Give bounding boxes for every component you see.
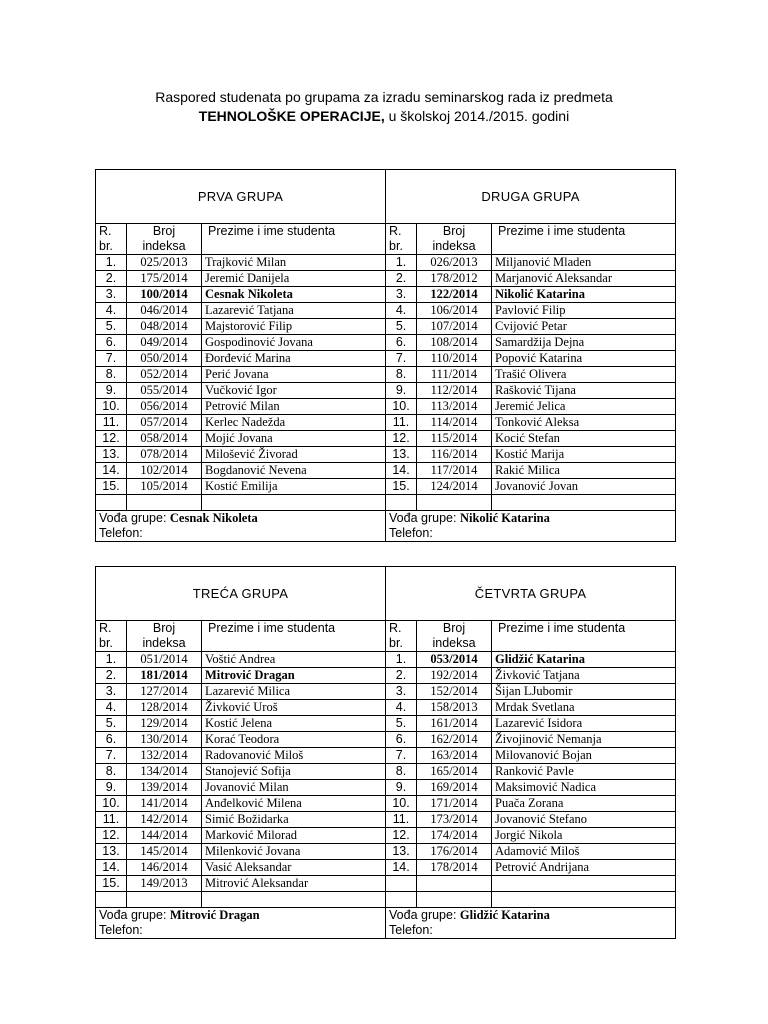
student-name: Petrović Andrijana: [492, 860, 676, 876]
table-row: [96, 652, 676, 668]
index-number: 161/2014: [417, 716, 492, 732]
row-number: 9.: [386, 780, 417, 796]
student-name: Lazarević Milica: [202, 684, 386, 700]
student-name: Vasić Aleksandar: [202, 860, 386, 876]
col-rbr-header: [96, 224, 127, 255]
row-number: 6.: [386, 732, 417, 748]
col-rbr-header: [96, 621, 127, 652]
empty-cell: [492, 892, 676, 908]
student-name: Radovanović Miloš: [202, 748, 386, 764]
row-number: 5.: [386, 716, 417, 732]
student-name: [492, 876, 676, 892]
index-number: 056/2014: [127, 399, 202, 415]
index-number: 048/2014: [127, 319, 202, 335]
index-number: 127/2014: [127, 684, 202, 700]
student-name: Mrdak Svetlana: [492, 700, 676, 716]
row-number: 15.: [96, 479, 127, 495]
group-leader-cell-left: [96, 908, 386, 939]
col-rbr-line2: br.: [99, 636, 113, 650]
row-number: 8.: [386, 764, 417, 780]
col-name-header: Prezime i ime studenta: [492, 224, 676, 255]
row-number: 5.: [96, 716, 127, 732]
student-name: Marjanović Aleksandar: [492, 271, 676, 287]
student-name: Jorgić Nikola: [492, 828, 676, 844]
col-rbr-header: [386, 224, 417, 255]
index-number: 158/2013: [417, 700, 492, 716]
index-number: 144/2014: [127, 828, 202, 844]
empty-cell: [202, 892, 386, 908]
row-number: 13.: [96, 844, 127, 860]
table-row: [96, 796, 676, 812]
row-number: 3.: [96, 684, 127, 700]
row-number: 14.: [386, 463, 417, 479]
column-header-row: [96, 224, 676, 255]
empty-cell: [417, 495, 492, 511]
leader-name: Nikolić Katarina: [459, 511, 550, 525]
student-name: Milošević Živorad: [202, 447, 386, 463]
row-number: 15.: [96, 876, 127, 892]
row-number: 13.: [386, 447, 417, 463]
row-number: 4.: [96, 303, 127, 319]
leader-label: Vođa grupe:: [99, 511, 167, 525]
table-row: [96, 415, 676, 431]
table-row: [96, 748, 676, 764]
row-number: 11.: [96, 812, 127, 828]
student-name: Nikolić Katarina: [492, 287, 676, 303]
col-index-header: [127, 224, 202, 255]
index-number: 112/2014: [417, 383, 492, 399]
row-number: 4.: [386, 700, 417, 716]
document-title: [0, 88, 768, 126]
index-number: 110/2014: [417, 351, 492, 367]
leader-label: Vođa grupe:: [389, 908, 457, 922]
table-row: [96, 668, 676, 684]
table-row: [96, 764, 676, 780]
student-name: Živković Uroš: [202, 700, 386, 716]
leader-label: Vođa grupe:: [99, 908, 167, 922]
student-name: Trajković Milan: [202, 255, 386, 271]
group-header-row: [96, 170, 676, 224]
row-number: 11.: [96, 415, 127, 431]
student-name: Petrović Milan: [202, 399, 386, 415]
row-number: 10.: [96, 399, 127, 415]
empty-cell: [96, 495, 127, 511]
student-name: Perić Jovana: [202, 367, 386, 383]
index-number: [417, 876, 492, 892]
student-name: Milenković Jovana: [202, 844, 386, 860]
index-number: 049/2014: [127, 335, 202, 351]
student-name: Jovanović Stefano: [492, 812, 676, 828]
phone-label: Telefon:: [99, 923, 143, 937]
student-name: Anđelković Milena: [202, 796, 386, 812]
groups-table-2: [95, 566, 676, 939]
index-number: 105/2014: [127, 479, 202, 495]
col-rbr-line1: R.: [389, 621, 402, 635]
row-number: 1.: [386, 255, 417, 271]
col-rbr-header: [386, 621, 417, 652]
title-line-2: [0, 107, 768, 126]
index-number: 132/2014: [127, 748, 202, 764]
col-rbr-line1: R.: [99, 224, 112, 238]
student-name: Marković Milorad: [202, 828, 386, 844]
index-number: 050/2014: [127, 351, 202, 367]
table-row: [96, 255, 676, 271]
student-name: Trašić Olivera: [492, 367, 676, 383]
row-number: 5.: [386, 319, 417, 335]
row-number: 9.: [386, 383, 417, 399]
index-number: 141/2014: [127, 796, 202, 812]
index-number: 169/2014: [417, 780, 492, 796]
table-row: [96, 367, 676, 383]
student-name: Miljanović Mladen: [492, 255, 676, 271]
index-number: 145/2014: [127, 844, 202, 860]
index-number: 130/2014: [127, 732, 202, 748]
group-title-right: DRUGA GRUPA: [386, 170, 676, 224]
col-rbr-line1: R.: [99, 621, 112, 635]
student-name: Kostić Emilija: [202, 479, 386, 495]
row-number: 12.: [96, 828, 127, 844]
index-number: 152/2014: [417, 684, 492, 700]
index-number: 107/2014: [417, 319, 492, 335]
table-row: [96, 860, 676, 876]
index-number: 115/2014: [417, 431, 492, 447]
student-name: Puača Zorana: [492, 796, 676, 812]
row-number: 2.: [386, 271, 417, 287]
col-rbr-line2: br.: [389, 636, 403, 650]
index-number: 053/2014: [417, 652, 492, 668]
index-number: 117/2014: [417, 463, 492, 479]
group-header-row: [96, 567, 676, 621]
index-number: 124/2014: [417, 479, 492, 495]
table-row: [96, 828, 676, 844]
student-name: Rašković Tijana: [492, 383, 676, 399]
index-number: 139/2014: [127, 780, 202, 796]
table-row: [96, 335, 676, 351]
empty-cell: [386, 892, 417, 908]
phone-label: Telefon:: [389, 923, 433, 937]
col-name-header: Prezime i ime studenta: [202, 224, 386, 255]
index-number: 078/2014: [127, 447, 202, 463]
index-number: 174/2014: [417, 828, 492, 844]
row-number: 7.: [96, 748, 127, 764]
student-name: Maksimović Nadica: [492, 780, 676, 796]
table-row: [96, 431, 676, 447]
table-row: [96, 844, 676, 860]
row-number: 5.: [96, 319, 127, 335]
index-number: 113/2014: [417, 399, 492, 415]
col-index-line2: indeksa: [142, 239, 186, 253]
empty-cell: [202, 495, 386, 511]
student-name: Lazarević Tatjana: [202, 303, 386, 319]
table-row: [96, 700, 676, 716]
student-name: Jeremić Jelica: [492, 399, 676, 415]
row-number: 11.: [386, 812, 417, 828]
group-leader-cell-left: [96, 511, 386, 542]
table-row: [96, 287, 676, 303]
student-name: Živojinović Nemanja: [492, 732, 676, 748]
student-name: Mitrović Aleksandar: [202, 876, 386, 892]
row-number: 2.: [96, 271, 127, 287]
row-number: 12.: [96, 431, 127, 447]
student-name: Stanojević Sofija: [202, 764, 386, 780]
index-number: 192/2014: [417, 668, 492, 684]
student-name: Rakić Milica: [492, 463, 676, 479]
subject-name: TEHNOLOŠKE OPERACIJE,: [198, 108, 385, 124]
student-name: Gospodinović Jovana: [202, 335, 386, 351]
row-number: 6.: [96, 732, 127, 748]
index-number: 181/2014: [127, 668, 202, 684]
student-name: Milovanović Bojan: [492, 748, 676, 764]
row-number: 14.: [96, 463, 127, 479]
student-name: Živković Tatjana: [492, 668, 676, 684]
leader-row: [96, 511, 676, 542]
table-row: [96, 319, 676, 335]
student-name: Glidžić Katarina: [492, 652, 676, 668]
leader-label: Vođa grupe:: [389, 511, 457, 525]
column-header-row: [96, 621, 676, 652]
row-number: 3.: [96, 287, 127, 303]
index-number: 025/2013: [127, 255, 202, 271]
col-index-header: [417, 621, 492, 652]
col-rbr-line2: br.: [389, 239, 403, 253]
table-row: [96, 716, 676, 732]
index-number: 134/2014: [127, 764, 202, 780]
student-name: Kerlec Nadežda: [202, 415, 386, 431]
index-number: 178/2012: [417, 271, 492, 287]
index-number: 052/2014: [127, 367, 202, 383]
index-number: 114/2014: [417, 415, 492, 431]
student-name: Jovanović Milan: [202, 780, 386, 796]
table-row: [96, 684, 676, 700]
table-row: [96, 463, 676, 479]
school-year: u školskoj 2014./2015. godini: [384, 108, 570, 124]
leader-name: Cesnak Nikoleta: [169, 511, 258, 525]
row-number: 10.: [386, 796, 417, 812]
student-name: Jovanović Jovan: [492, 479, 676, 495]
index-number: 149/2013: [127, 876, 202, 892]
table-row: [96, 732, 676, 748]
row-number: 8.: [96, 764, 127, 780]
row-number: 1.: [96, 652, 127, 668]
row-number: 2.: [386, 668, 417, 684]
group-leader-cell-right: [386, 511, 676, 542]
empty-row: [96, 495, 676, 511]
table-row: [96, 479, 676, 495]
index-number: 026/2013: [417, 255, 492, 271]
index-number: 173/2014: [417, 812, 492, 828]
index-number: 176/2014: [417, 844, 492, 860]
row-number: 9.: [96, 383, 127, 399]
row-number: 10.: [386, 399, 417, 415]
row-number: 4.: [386, 303, 417, 319]
student-name: Kocić Stefan: [492, 431, 676, 447]
row-number: 3.: [386, 287, 417, 303]
empty-cell: [127, 892, 202, 908]
title-line-1: Raspored studenata po grupama za izradu seminarskog rada iz predmeta: [155, 89, 613, 105]
table-row: [96, 447, 676, 463]
empty-cell: [492, 495, 676, 511]
groups-table-1: [95, 169, 676, 542]
col-name-header: Prezime i ime studenta: [202, 621, 386, 652]
student-name: Cvijović Petar: [492, 319, 676, 335]
col-index-line1: Broj: [152, 224, 176, 238]
student-name: Šijan LJubomir: [492, 684, 676, 700]
student-name: Korać Teodora: [202, 732, 386, 748]
row-number: 4.: [96, 700, 127, 716]
col-index-line1: Broj: [442, 224, 466, 238]
row-number: 2.: [96, 668, 127, 684]
index-number: 116/2014: [417, 447, 492, 463]
student-name: Samardžija Dejna: [492, 335, 676, 351]
col-index-line2: indeksa: [432, 239, 476, 253]
student-name: Mitrović Dragan: [202, 668, 386, 684]
student-name: Kostić Jelena: [202, 716, 386, 732]
index-number: 171/2014: [417, 796, 492, 812]
row-number: 14.: [386, 860, 417, 876]
student-name: Tonković Aleksa: [492, 415, 676, 431]
student-name: Majstorović Filip: [202, 319, 386, 335]
row-number: 8.: [96, 367, 127, 383]
table-row: [96, 303, 676, 319]
row-number: 1.: [386, 652, 417, 668]
student-name: Bogdanović Nevena: [202, 463, 386, 479]
student-name: Đorđević Marina: [202, 351, 386, 367]
col-rbr-line1: R.: [389, 224, 402, 238]
index-number: 129/2014: [127, 716, 202, 732]
index-number: 175/2014: [127, 271, 202, 287]
row-number: 3.: [386, 684, 417, 700]
row-number: 6.: [386, 335, 417, 351]
student-name: Pavlović Filip: [492, 303, 676, 319]
empty-cell: [417, 892, 492, 908]
index-number: 106/2014: [417, 303, 492, 319]
col-index-header: [417, 224, 492, 255]
table-row: [96, 780, 676, 796]
student-name: Cesnak Nikoleta: [202, 287, 386, 303]
col-index-line1: Broj: [442, 621, 466, 635]
leader-name: Glidžić Katarina: [459, 908, 550, 922]
empty-cell: [386, 495, 417, 511]
row-number: 14.: [96, 860, 127, 876]
index-number: 055/2014: [127, 383, 202, 399]
student-name: Kostić Marija: [492, 447, 676, 463]
student-name: Voštić Andrea: [202, 652, 386, 668]
col-index-line2: indeksa: [432, 636, 476, 650]
group-title-right: ČETVRTA GRUPA: [386, 567, 676, 621]
index-number: 100/2014: [127, 287, 202, 303]
row-number: 11.: [386, 415, 417, 431]
index-number: 163/2014: [417, 748, 492, 764]
leader-name: Mitrović Dragan: [169, 908, 260, 922]
index-number: 165/2014: [417, 764, 492, 780]
index-number: 111/2014: [417, 367, 492, 383]
col-index-line1: Broj: [152, 621, 176, 635]
row-number: 10.: [96, 796, 127, 812]
row-number: 13.: [386, 844, 417, 860]
col-name-header: Prezime i ime studenta: [492, 621, 676, 652]
student-name: Vučković Igor: [202, 383, 386, 399]
index-number: 178/2014: [417, 860, 492, 876]
row-number: 12.: [386, 828, 417, 844]
student-name: Ranković Pavle: [492, 764, 676, 780]
empty-cell: [96, 892, 127, 908]
student-name: Jeremić Danijela: [202, 271, 386, 287]
table-row: [96, 399, 676, 415]
row-number: 7.: [96, 351, 127, 367]
row-number: 12.: [386, 431, 417, 447]
index-number: 057/2014: [127, 415, 202, 431]
student-name: Lazarević Isidora: [492, 716, 676, 732]
group-title-left: TREĆA GRUPA: [96, 567, 386, 621]
index-number: 051/2014: [127, 652, 202, 668]
col-index-header: [127, 621, 202, 652]
empty-cell: [127, 495, 202, 511]
row-number: 9.: [96, 780, 127, 796]
table-row: [96, 351, 676, 367]
col-index-line2: indeksa: [142, 636, 186, 650]
table-row: [96, 383, 676, 399]
index-number: 162/2014: [417, 732, 492, 748]
index-number: 122/2014: [417, 287, 492, 303]
col-rbr-line2: br.: [99, 239, 113, 253]
student-name: Adamović Miloš: [492, 844, 676, 860]
row-number: 7.: [386, 351, 417, 367]
row-number: 8.: [386, 367, 417, 383]
phone-label: Telefon:: [389, 526, 433, 540]
row-number: 15.: [386, 479, 417, 495]
index-number: 142/2014: [127, 812, 202, 828]
row-number: 7.: [386, 748, 417, 764]
row-number: 6.: [96, 335, 127, 351]
group-title-left: PRVA GRUPA: [96, 170, 386, 224]
table-row: [96, 271, 676, 287]
leader-row: [96, 908, 676, 939]
table-row: [96, 812, 676, 828]
group-leader-cell-right: [386, 908, 676, 939]
student-name: Mojić Jovana: [202, 431, 386, 447]
phone-label: Telefon:: [99, 526, 143, 540]
row-number: 1.: [96, 255, 127, 271]
index-number: 058/2014: [127, 431, 202, 447]
index-number: 046/2014: [127, 303, 202, 319]
student-name: Popović Katarina: [492, 351, 676, 367]
index-number: 108/2014: [417, 335, 492, 351]
empty-row: [96, 892, 676, 908]
index-number: 102/2014: [127, 463, 202, 479]
index-number: 128/2014: [127, 700, 202, 716]
student-name: Simić Božidarka: [202, 812, 386, 828]
index-number: 146/2014: [127, 860, 202, 876]
row-number: 13.: [96, 447, 127, 463]
row-number: [386, 876, 417, 892]
table-row: [96, 876, 676, 892]
